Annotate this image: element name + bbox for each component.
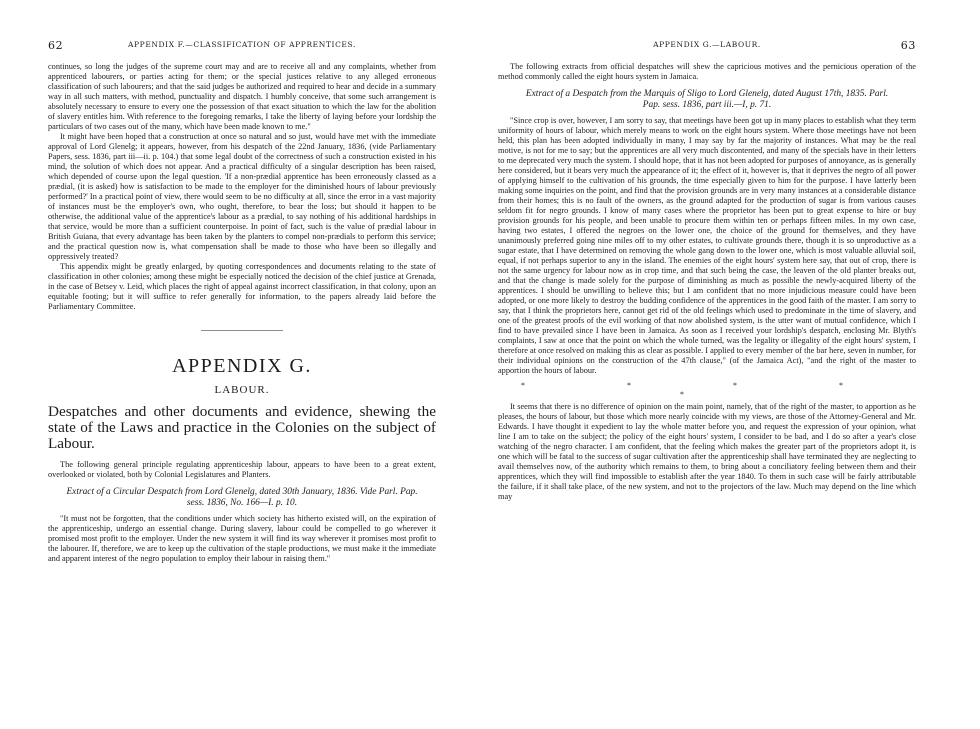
section-divider [201,330,283,331]
section-stars: * * * * * [521,381,893,399]
left-running-head [48,40,436,54]
right-page-number: 63 [900,39,916,52]
appendix-title: APPENDIX G. [172,355,312,377]
left-extract-paragraph: "It must not be forgotten, that the conditions under which society has hitherto existed will, on the expiration of the apprenticeship, undergo an essential change. During slavery, labour could be compelled to go wherever it promised most profit to the employer. Under the new system it will find its way wherever it promises most profit to the labourer. If, therefore, we are to keep up the cultivation of the staple productions, we must make it the immediate and apparent interest of the negro population to employ their labour in raising them." [48,514,436,563]
right-column [498,62,916,502]
left-paragraph-1: continues, so long the judges of the supreme court may and are to receive all and any complaints, whether from apprenticed labourers, or parties acting for them; or the special justices relative to any alleged erroneous classification of such labourers; and that the said judges be authorized and required to hear and decide in a summary way in all such matters, with method, punctuality and dispatch. I humbly conceive, that some such arrangement is absolutely necessary to ensure to every one the possession of that exact situation to which the law for the abolition of slavery entitles him. With reference to the foregoing remarks, I take the liberty of laying before your lordship the particulars of two cases out of the many, which have been made known to me." [48,62,436,131]
left-column [48,62,436,564]
right-paragraph-1: "Since crop is over, however, I am sorry to say, that meetings have been got up in many places to establish what they term uniformity of hours of labour, which merely means to work on the eight hours system. Where those meetings have not been held, this plan has been adopted individually in many, I may say by far the majority of instances. What may be the real motive, is not for me to say; but the apprentices are all very much discontented, and many of the specials have in their letters to me deprecated very much the system. I should hope, that it has not been adopted for purposes of annoyance, as is generally here considered, but it bears very much the appearance of it; the effect of it, however is, that it deprives the negro of all power of applying himself to the cultivation of his grounds, the time especially given to him for the purpose. I have latterly been making some inquiries on the point, and find that the provision grounds are in very many instances at a considerable distance from their homes; this is no fault of the owners, as the ground adapted for the production of sugar is from various causes seldom fit for negro grounds. I know of many cases where the proprietor has been put to great expense to hire or buy provision grounds for his people, and been unable to procure them within ten or perhaps fifteen miles. In my own case, having two estates, I offered the negroes on the lower one, the choice of the ground for themselves, and they have unanimously preferred going nine miles off to my other estates, to cultivate grounds there, though it is so unproductive as a sugar estate, that I have determined on removing the whole gang down to the lower one, which is most valuable alluvial soil, equal, if not perhaps superior to any in the island. The enemies of the eight hours' system here say, that out of crop, there is not the same urgency for labour now as in crop time, and that such being the case, the leaven of the old planter breaks out, and that the change is made solely for the purpose of diminishing as much as possible the newly-acquired liberty of the apprentices. I should be unwilling to believe this; but I am confident that no more injudicious measure could have been adopted, or one more likely to destroy the budding confidence of the apprentices in the good faith of the master. I am sorry to say, that I think the proprietors here, cannot get rid of the old feelings which used to predominate in the time of slavery, and one of the greatest proofs of the evil working of that now abolished system, is the utter want of mutual confidence, which I find to have prevailed since I have been in Jamaica. As soon as I received your lordship's despatch, enclosing Mr. Blyth's complaints, I saw at once that the point on which the whole turned, was the legality or illegality of the eight hours' system, I therefore at once resolved on making this as clear as possible. I applied to every member of the bar here, seven in number, for their individual opinions on the construction of the 47th clause," (of the Jamaica Act), "and the right of the master to apportion the hours of labour. [498,116,916,375]
left-extract-title: Extract of a Circular Despatch from Lord Glenelg, dated 30th January, 1836. Vide Parl. Pap. sess. 1836, No. 166—I. p. 10. [66,487,418,508]
left-page [48,0,436,729]
right-running-head [498,40,916,54]
right-running-head-title: APPENDIX G.—LABOUR. [653,40,761,49]
left-running-head-title: APPENDIX F.—CLASSIFICATION OF APPRENTICES. [128,40,356,49]
left-paragraph-3: This appendix might be greatly enlarged, by quoting correspondences and documents relating to the state of classification in other colonies; among these might be especially noticed the decision of the chief justice at Grenada, in the case of Betsey v. Leid, which places the right of appeal against incorrect classification, in that colony, upon an equitable footing; but it will suffice to refer generally for information, to the papers already laid before the Parliamentary Committee. [48,262,436,311]
appendix-description: Despatches and other documents and evidence, shewing the state of the Laws and practice in the Colonies on the subject of Labour. [48,403,436,452]
left-page-number: 62 [48,39,64,52]
left-paragraph-2: It might have been hoped that a construction at once so natural and so just, would have met with the immediate approval of Lord Glenelg; it appears, however, from his despatch of the 22nd January, 1836, (vide Parliamentary Papers, sess. 1836, part iii—ii. p. 104.) that some legal doubt of the correctness of such a construction existed in his mind, the solution of which does not appear. And a practical difficulty of a singular description has been raised, which depended of course upon the legal question. 'If a non-prædial apprentice has been erroneously classed as a prædial, (it is asked) how is satisfaction to be made to the employer for the diminished hours of labour previously performed?' In a practical point of view, there would seem to be no difficulty at all, since the error in a vast majority of instances must be the employer's own, who ought, therefore, to bear the loss; but should it happen to be otherwise, the additional value of the apprentice's labour as a prædial, to say nothing of his additional hardships in that service, would be more than a sufficient counterpoise. In point of fact, such is the value of prædial labour in British Guiana, that every advantage has been taken by the planters to compel non-prædials to perform this service; and the practical question now is, what compensation shall be made to those who have been so illegally and oppressively treated? [48,132,436,261]
right-page [498,0,916,729]
right-intro-paragraph: The following extracts from official despatches will shew the capricious motives and the pernicious operation of the method commonly called the eight hours system in Jamaica. [498,62,916,81]
appendix-subtitle: LABOUR. [214,384,270,396]
right-extract-title: Extract of a Despatch from the Marquis of Sligo to Lord Glenelg, dated August 17th, 1835. Parl. Pap. sess. 1836, part iii.—I, p. 71. [525,89,889,110]
left-intro-paragraph: The following general principle regulating apprenticeship labour, appears to have been to a great extent, overlooked or violated, both by Colonial Legislatures and Planters. [48,460,436,479]
right-paragraph-2: It seems that there is no difference of opinion on the main point, namely, that of the right of the master, to apportion as he pleases, the hours of labour, but those which more nearly coincide with my views, are those of the Attorney-General and Mr. Edwards. I have thought it expedient to lay the whole matter before you, and request the expression of your opinion, what line I am to take on the subject; the policy of the eight hours' system, I consider to be bad, and I do so after a year's close watching of the negro character. I am confident, that the feeling which makes the greater part of the proprietors adopt it, is one which will be fatal to the success of sugar cultivation after the apprenticeship shall have terminated they are neglecting to avail themselves now, of the authority which remains to them, to bring about a conciliatory feeling between them and their apprentices, which they will find impossible to establish after the year 1840. To them in such case will be fairly attributable the failure, if it shall take place, of the new system, and not to the projectors of the law. Much may depend on the line which may [498,402,916,501]
